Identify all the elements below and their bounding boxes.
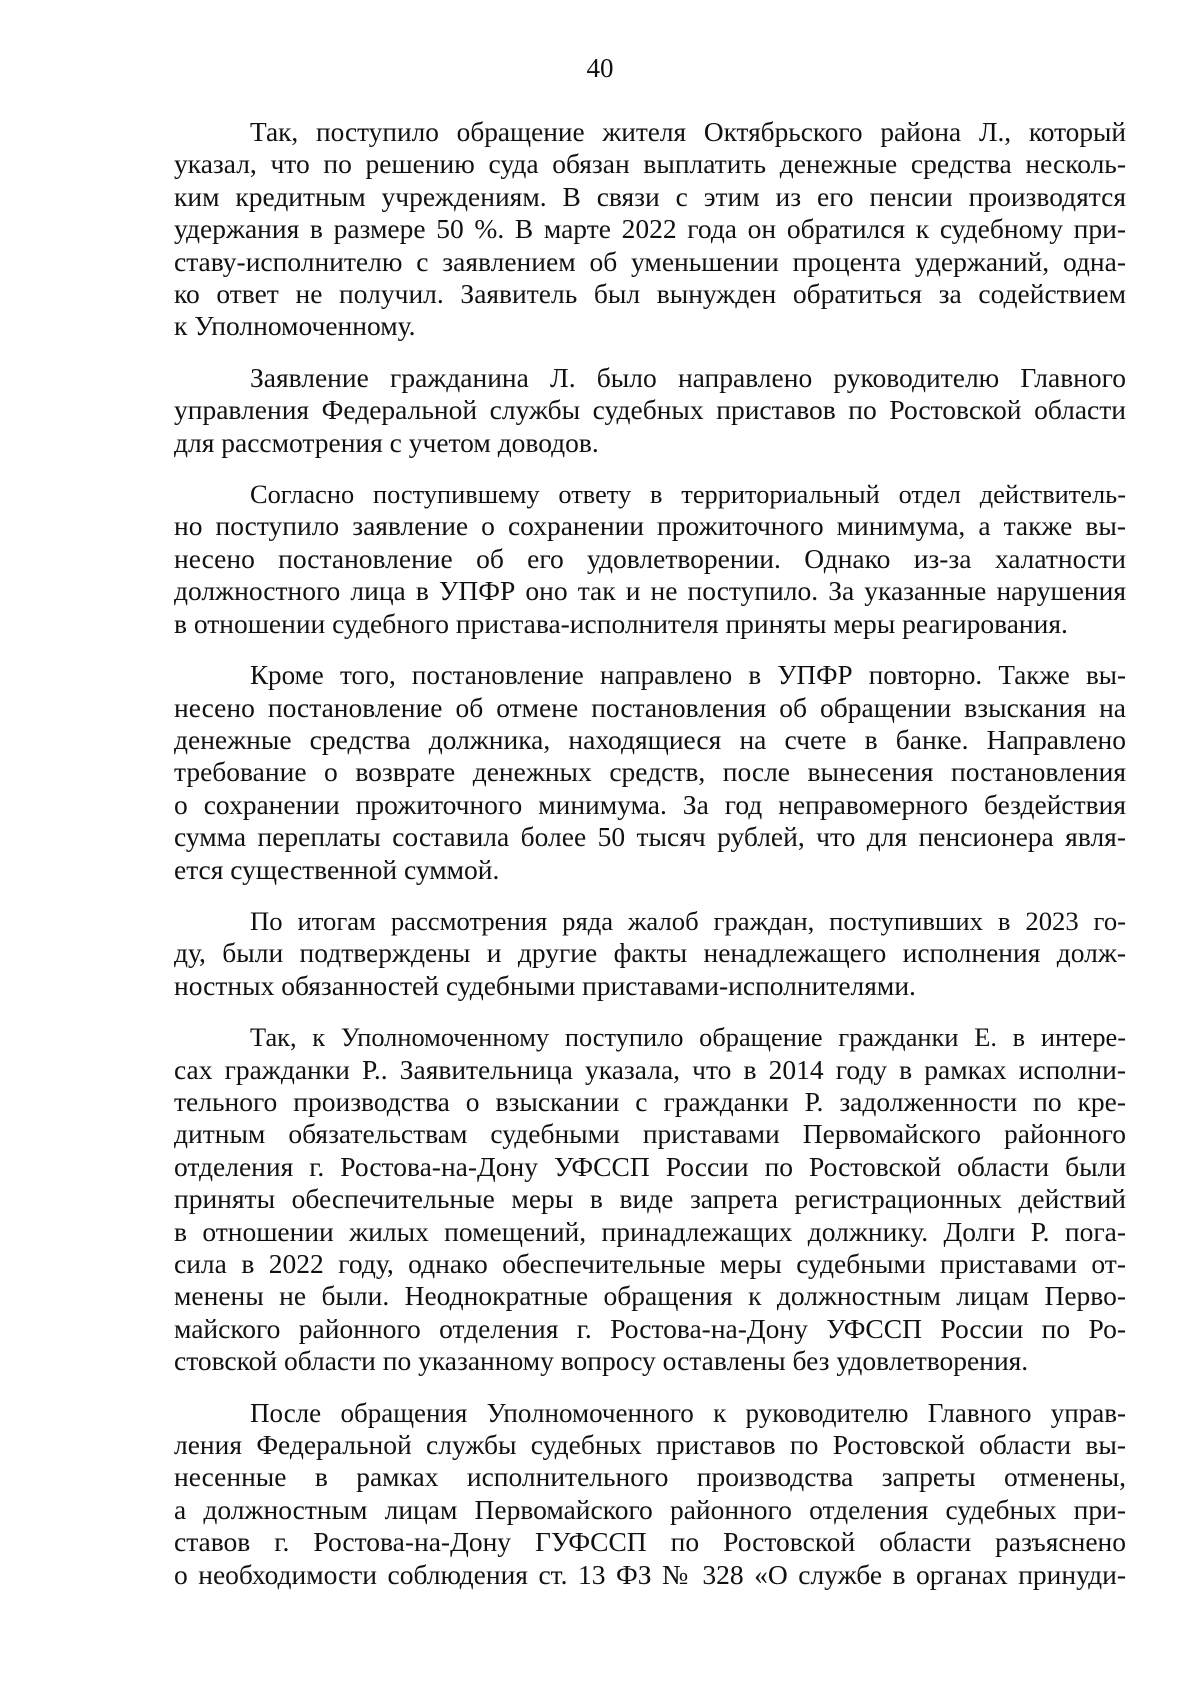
text-line: Согласно поступившему ответу в территориальный отдел действитель- [250,479,1126,510]
text-line: менены не были. Неоднократные обращения к должностным лицам Перво- [174,1280,1126,1312]
paragraph [174,478,1126,640]
text-line: ностных обязанностей судебными приставами-исполнителями. [174,969,916,1001]
text-line: майского районного отделения г. Ростова-на-Дону УФССП России по Ро- [174,1312,1126,1344]
text-line: в отношении жилых помещений, принадлежащих должнику. Долги Р. пога- [174,1215,1126,1247]
text-line: о необходимости соблюдения ст. 13 ФЗ № 328 «О службе в органах принуди- [174,1558,1126,1590]
text-line: управления Федеральной службы судебных приставов по Ростовской области [174,394,1126,426]
text-line: удержания в размере 50 %. В марте 2022 года он обратился к судебному при- [174,213,1126,245]
text-line: отделения г. Ростова-на-Дону УФССП России по Ростовской области были [174,1150,1126,1182]
text-line: должностного лица в УПФР оно так и не поступило. За указанные нарушения [174,575,1126,607]
text-line: стовской области по указанному вопросу оставлены без удовлетворения. [174,1345,1029,1377]
page-number: 40 [586,53,614,83]
text-line: ется существенной суммой. [174,853,500,885]
text-line: о сохранении прожиточного минимума. За год неправомерного бездействия [174,788,1126,820]
text-line: сах гражданки Р.. Заявительница указала, что в 2014 году в рамках исполни- [174,1053,1126,1085]
text-line: Так, к Уполномоченному поступило обращение гражданки Е. в интере- [250,1022,1126,1053]
text-line: тельного производства о взыскании с гражданки Р. задолженности по кре- [174,1085,1126,1117]
text-line: По итогам рассмотрения ряда жалоб граждан, поступивших в 2023 го- [250,905,1126,936]
text-line: несено постановление об его удовлетворении. Однако из-за халатности [174,542,1126,574]
text-line: ления Федеральной службы судебных приставов по Ростовской области вы- [174,1429,1126,1461]
paragraph [174,1397,1126,1591]
text-line: к Уполномоченному. [174,310,416,342]
text-line: Так, поступило обращение жителя Октябрьского района Л., который [250,117,1126,147]
text-line: Заявление гражданина Л. было направлено руководителю Главного [250,361,1126,393]
text-line: но поступило заявление о сохранении прожиточного минимума, а также вы- [174,510,1126,542]
text-line: в отношении судебного пристава-исполнителя приняты меры реагирования. [174,607,1068,639]
text-line: Кроме того, постановление направлено в УПФР повторно. Также вы- [250,660,1126,691]
text-line: ду, были подтверждены и другие факты ненадлежащего исполнения долж- [174,937,1126,969]
paragraph [174,116,1126,343]
text-line: для рассмотрения с учетом доводов. [174,426,599,458]
paragraph [174,362,1126,459]
paragraph [174,1021,1126,1377]
text-line: ким кредитным учреждениям. В связи с этим из его пенсии производятся [174,180,1126,212]
text-line: сумма переплаты составила более 50 тысяч рублей, что для пенсионера явля- [174,821,1126,853]
text-line: дитным обязательствам судебными приставами Первомайского районного [174,1118,1126,1150]
text-line: указал, что по решению суда обязан выплатить денежные средства несколь- [174,148,1126,180]
text-line: После обращения Уполномоченного к руководителю Главного управ- [250,1397,1126,1428]
text-line: ко ответ не получил. Заявитель был вынужден обратиться за содействием [174,278,1126,310]
text-line: приняты обеспечительные меры в виде запрета регистрационных действий [174,1183,1126,1215]
text-line: требование о возврате денежных средств, после вынесения постановления [174,756,1126,788]
text-line: ставов г. Ростова-на-Дону ГУФССП по Ростовской области разъяснено [174,1526,1126,1558]
text-line: ставу-исполнителю с заявлением об уменьшении процента удержаний, одна- [174,245,1126,277]
paragraph [174,659,1126,886]
text-line: денежные средства должника, находящиеся на счете в банке. Направлено [174,723,1126,755]
text-line: а должностным лицам Первомайского районного отделения судебных при- [174,1493,1126,1525]
text-line: несено постановление об отмене постановления об обращении взыскания на [174,691,1126,723]
text-line: сила в 2022 году, однако обеспечительные меры судебными приставами от- [174,1248,1126,1279]
paragraph [174,905,1126,1002]
text-line: несенные в рамках исполнительного производства запреты отменены, [174,1461,1126,1493]
document-body [174,116,1126,1610]
